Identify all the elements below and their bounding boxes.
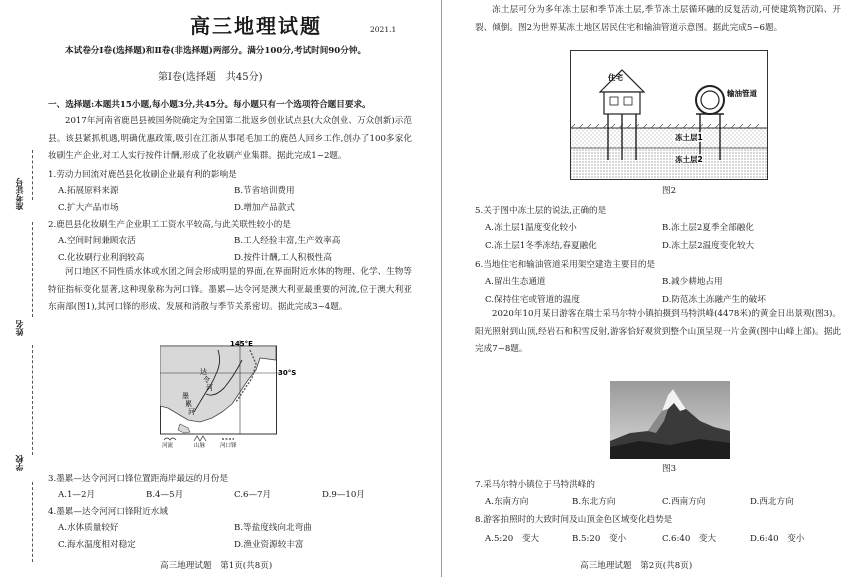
q7-option-b: B.东北方向 xyxy=(572,497,616,507)
passage-4: 2020年10月某日游客在瑞士采马尔特小镇拍摄到马特洪峰(4478米)的黄金日出景观(图3)。阳光照射到山顶,经岩石和积雪反射,游客恰好观赏到整个山顶呈现一片金黄(图中山峰上部)。据此完成7~8题。 xyxy=(475,309,841,354)
page-divider xyxy=(441,0,442,577)
legend-estuary-front: 河口锋 xyxy=(220,443,237,448)
page-title: 高三地理试题 xyxy=(190,14,322,38)
exam-date: 2021.1 xyxy=(370,25,397,34)
figure-2-caption: 图2 xyxy=(662,186,677,196)
q1-option-d: D.增加产品款式 xyxy=(234,203,295,213)
q6-option-d: D.防范冻土冻融产生的破坏 xyxy=(662,295,766,305)
question-5: 5.关于图中冻土层的说法,正确的是 xyxy=(475,206,607,216)
question-6: 6.当地住宅和输油管道采用架空建造主要目的是 xyxy=(475,260,656,270)
passage-3: 冻土层可分为多年冻土层和季节冻土层,季节冻土层循环融的反复活动,可使建筑物沉陷、开裂、倾倒。图2为世界某冻土地区居民住宅和输油管道示意图。据此完成5~6题。 xyxy=(475,5,841,33)
q5-option-d: D.冻土层2温度变化较大 xyxy=(662,241,755,251)
q2-option-d: D.按件计酬,工人积极性高 xyxy=(234,253,332,263)
label-permafrost-layer-1: 冻土层1 xyxy=(675,133,703,142)
q8-option-a: A.5:20 变大 xyxy=(485,534,540,544)
q7-option-c: C.西南方向 xyxy=(662,497,706,507)
side-label-exam-number: 准考证号 xyxy=(14,178,24,210)
question-4: 4.墨累—达令河河口锋附近水域 xyxy=(48,507,168,517)
instruction: 一、选择题:本题共15小题,每小题3分,共45分。每小题只有一个选项符合题目要求。 xyxy=(48,100,371,110)
passage-2: 河口地区不同性质水体或水团之间会形成明显的界面,在界面附近水体的物理、化学、生物等特征指标变化显著,这种现象称为河口锋。墨累—达令河是澳大利亚最重要的河流,位于澳大利亚东南部(图1),其河口锋的形成、发展和消散与季节关系密切。据此完成3~4题。 xyxy=(48,267,412,312)
label-house: 住宅 xyxy=(608,73,623,82)
legend-river: 河流 xyxy=(162,443,174,448)
q8-option-b: B.5:20 变小 xyxy=(572,534,627,544)
q3-option-d: D.9—10月 xyxy=(322,490,365,500)
page-1-footer: 高三地理试题 第1页(共8页) xyxy=(160,561,273,571)
question-2: 2.鹿邑县化妆刷生产企业职工工资水平较高,与此关联性较小的是 xyxy=(48,220,291,230)
q4-option-a: A.水体质量较好 xyxy=(58,523,119,533)
page-2-footer: 高三地理试题 第2页(共8页) xyxy=(580,561,693,571)
map-latitude-label: 30°S xyxy=(278,369,297,377)
exam-intro: 本试卷分Ⅰ卷(选择题)和Ⅱ卷(非选择题)两部分。满分100分,考试时间90分钟。 xyxy=(65,46,367,56)
q8-option-c: C.6:40 变大 xyxy=(662,534,717,544)
figure-1-map xyxy=(160,340,300,448)
map-river-label: 达 xyxy=(200,368,207,376)
q4-option-b: B.等盐度线向北弯曲 xyxy=(234,523,312,533)
question-1: 1.劳动力回流对鹿邑县化妆刷企业最有利的影响是 xyxy=(48,170,237,180)
q1-option-c: C.扩大产品市场 xyxy=(58,203,119,213)
q4-option-d: D.渔业资源较丰富 xyxy=(234,540,304,550)
side-label-name: 姓名 xyxy=(14,320,24,336)
q1-option-a: A.拓展原料来源 xyxy=(58,186,119,196)
q4-option-c: C.海水温度相对稳定 xyxy=(58,540,136,550)
q6-option-c: C.保持住宅或管道的温度 xyxy=(485,295,580,305)
q5-option-a: A.冻土层1温度变化较小 xyxy=(485,223,577,233)
binding-line xyxy=(32,345,33,455)
map-river-label: 河 xyxy=(206,384,213,392)
question-3: 3.墨累—达令河河口锋位置距海岸最远的月份是 xyxy=(48,474,229,484)
legend-mountain: 山脉 xyxy=(194,443,206,448)
figure-3-mountain-photo xyxy=(610,381,730,459)
map-longitude-label: 145°E xyxy=(230,340,253,348)
question-8: 8.游客拍照时的大致时间及山顶金色区域变化趋势是 xyxy=(475,515,673,525)
q3-option-a: A.1—2月 xyxy=(58,490,96,500)
q7-option-a: A.东南方向 xyxy=(485,497,529,507)
q6-option-a: A.留出生态通道 xyxy=(485,277,546,287)
binding-line xyxy=(32,482,33,562)
q8-option-d: D.6:40 变小 xyxy=(750,534,805,544)
q3-option-c: C.6—7月 xyxy=(234,490,272,500)
label-permafrost-layer-2: 冻土层2 xyxy=(675,155,703,164)
q3-option-b: B.4—5月 xyxy=(146,490,184,500)
map-river-label: 累 xyxy=(185,400,192,408)
q6-option-b: B.减少耕地占用 xyxy=(662,277,723,287)
passage-1: 2017年河南省鹿邑县被国务院确定为全国第二批返乡创业试点县(大众创业、万众创新)示范县。该县紧抓机遇,明确优惠政策,吸引在江浙从事尾毛加工的鹿邑人回乡工作,创办了100多家化妆刷生产企业,对工人实行按件计酬,形成了化妆刷产业集群。据此完成1~2题。 xyxy=(48,116,412,161)
map-river-label: 令 xyxy=(203,376,210,384)
q1-option-b: B.节省培训费用 xyxy=(234,186,295,196)
map-river-label: 墨 xyxy=(182,392,189,400)
q2-option-b: B.工人经验丰富,生产效率高 xyxy=(234,236,341,246)
figure-2-permafrost-diagram xyxy=(570,50,768,180)
binding-line xyxy=(32,150,33,200)
binding-line xyxy=(32,222,33,317)
q5-option-c: C.冻土层1冬季冻结,春夏融化 xyxy=(485,241,597,251)
q5-option-b: B.冻土层2夏季全部融化 xyxy=(662,223,754,233)
side-label-school: 学校 xyxy=(14,455,24,471)
figure-3-caption: 图3 xyxy=(662,464,677,474)
q2-option-a: A.空间时间兼顾农活 xyxy=(58,236,136,246)
map-river-label: 河 xyxy=(188,408,195,416)
section-heading: 第Ⅰ卷(选择题 共45分) xyxy=(158,72,263,83)
question-7: 7.采马尔特小镇位于马特洪峰的 xyxy=(475,480,595,490)
q2-option-c: C.化妆刷行业利润较高 xyxy=(58,253,145,263)
q7-option-d: D.西北方向 xyxy=(750,497,794,507)
label-oil-pipeline: 输油管道 xyxy=(727,89,757,98)
